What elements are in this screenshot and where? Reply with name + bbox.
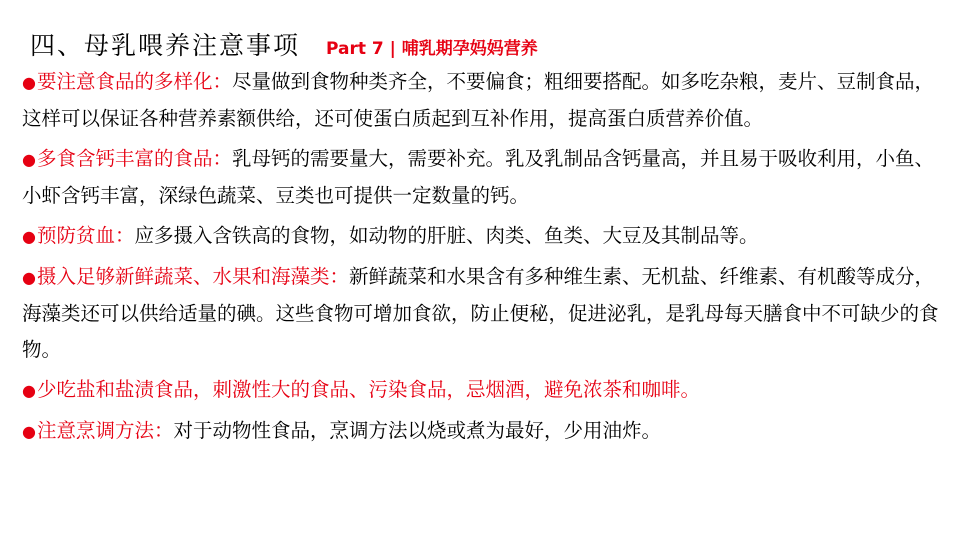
item-heading: 摄入足够新鲜蔬菜、水果和海藻类： (36, 265, 349, 288)
list-item (22, 372, 942, 409)
list-item (22, 413, 942, 450)
list-item (22, 259, 942, 368)
bullet-icon: ● (22, 268, 36, 287)
item-heading: 少吃盐和盐渍食品，刺激性大的食品、污染食品，忌烟酒，避免浓茶和咖啡。 (36, 378, 700, 401)
item-heading: 要注意食品的多样化： (36, 70, 232, 93)
page-header (30, 26, 538, 62)
content-body (22, 64, 942, 454)
part-label: Part 7 | 哺乳期孕妈妈营养 (326, 39, 538, 59)
item-body: 乳母钙的需要量大，需要补充。乳及乳制品含钙量高，并且易于吸收利用，小鱼、小虾含钙丰富，深绿色蔬菜、豆类也可提供一定数量的钙。 (22, 147, 934, 207)
item-body: 对于动物性食品，烹调方法以烧或煮为最好，少用油炸。 (173, 419, 661, 442)
bullet-icon: ● (22, 381, 36, 400)
item-body: 新鲜蔬菜和水果含有多种维生素、无机盐、纤维素、有机酸等成分，海藻类还可以供给适量的碘。这些食物可增加食欲，防止便秘，促进泌乳，是乳母每天膳食中不可缺少的食物。 (22, 265, 939, 361)
bullet-icon: ● (22, 150, 36, 169)
item-heading: 预防贫血： (36, 224, 135, 247)
list-item (22, 141, 942, 214)
bullet-icon: ● (22, 227, 36, 246)
list-item (22, 218, 942, 255)
item-heading: 多食含钙丰富的食品： (36, 147, 232, 170)
page-title: 四、母乳喂养注意事项 (30, 31, 301, 60)
item-body: 应多摄入含铁高的食物，如动物的肝脏、肉类、鱼类、大豆及其制品等。 (134, 224, 759, 247)
bullet-icon: ● (22, 422, 36, 441)
item-body: 尽量做到食物种类齐全，不要偏食；粗细要搭配。如多吃杂粮，麦片、豆制食品，这样可以保证各种营养素额供给，还可使蛋白质起到互补作用，提高蛋白质营养价值。 (22, 70, 934, 130)
bullet-icon: ● (22, 73, 36, 92)
item-heading: 注意烹调方法： (36, 419, 174, 442)
list-item (22, 64, 942, 137)
